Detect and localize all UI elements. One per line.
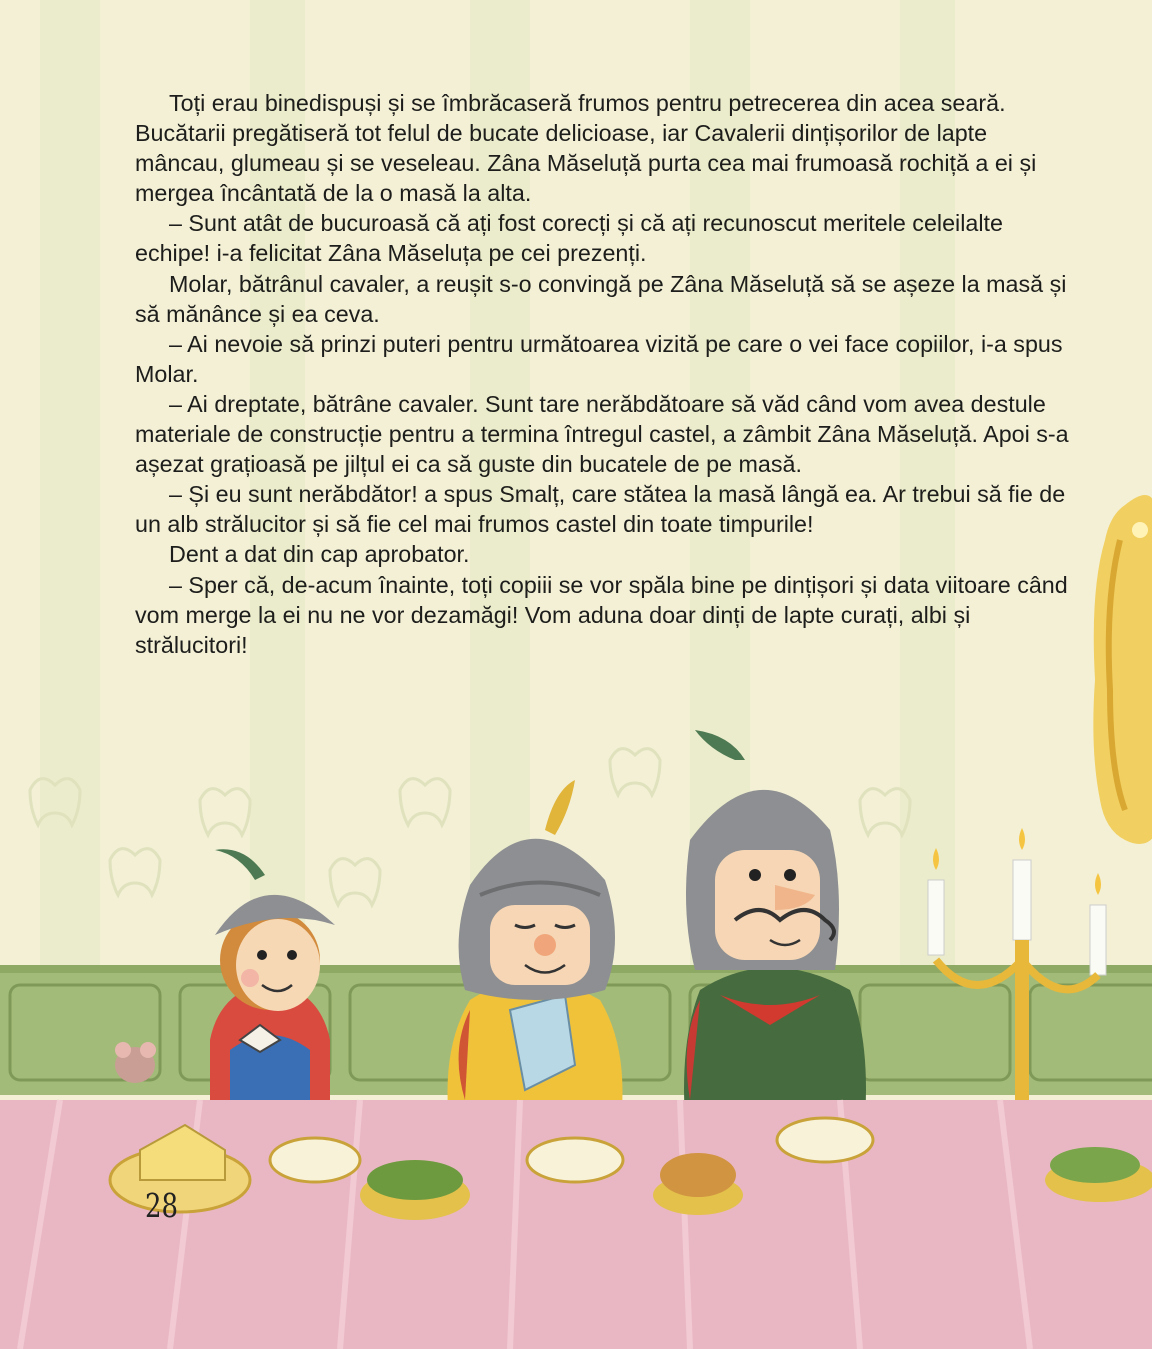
story-text — [135, 88, 1075, 660]
paragraph: – Sunt atât de bucuroasă că ați fost corecți și că ați recunoscut meritele celeilalte echipe! i-a felicitat Zâna Măseluța pe cei prezenți. — [135, 210, 1003, 267]
paragraph: – Ai dreptate, bătrâne cavaler. Sunt tare nerăbdătoare să văd când vom avea destule materiale de construcție pentru a termina întregul castel, a zâmbit Zâna Măseluță. Apoi s-a așezat grațioasă pe jilțul ei ca să guste din bucatele de pe masă. — [135, 390, 1069, 478]
page-number: 28 — [145, 1188, 179, 1226]
paragraph: – Sper că, de-acum înainte, toți copiii se vor spăla bine pe dințișori și data viitoare când vom merge la ei nu ne vor dezamăgi! Vom aduna doar dinți de lapte curați, albi și strălucitori! — [135, 571, 1068, 658]
paragraph: Molar, bătrânul cavaler, a reușit s-o convingă pe Zâna Măseluță să se așeze la masă și să mănânce și ea ceva. — [135, 270, 1067, 327]
paragraph: Toți erau binedispuși și se îmbrăcaseră frumos pentru petrecerea din acea seară. Bucătarii pregătiseră tot felul de bucate delicioase, iar Cavalerii dințișorilor de lapte mâncau, glumeau și se veseleau. Zâna Măseluță purta cea mai frumoasă rochiță a ei și mergea încântată de la o masă la alta. — [135, 90, 1037, 207]
mouse — [115, 1042, 156, 1083]
paragraph: – Și eu sunt nerăbdător! a spus Smalț, care stătea la masă lângă ea. Ar trebui să fie de un alb strălucitor și să fie cel mai frumos castel din toate timpurile! — [135, 481, 1066, 538]
paragraph: – Ai nevoie să prinzi puteri pentru următoarea vizită pe care o vei face copiilor, i-a spus Molar. — [135, 330, 1063, 387]
paragraph: Dent a dat din cap aprobator. — [169, 541, 470, 568]
